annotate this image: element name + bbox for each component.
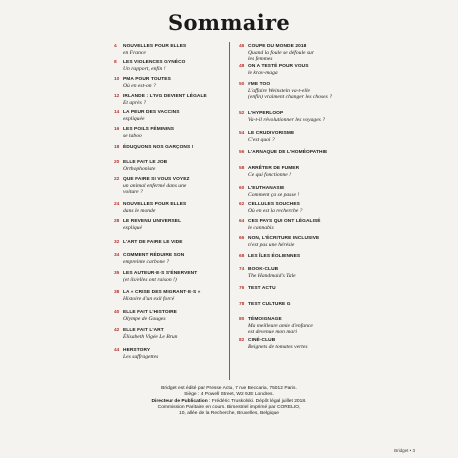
toc-subtitle-line: le krav-maga (248, 70, 278, 76)
toc-page-number: 66 (239, 236, 245, 241)
toc-page-number: 14 (114, 110, 120, 115)
toc-entry-title: ELLE FAIT L'ART (123, 328, 164, 333)
toc-entry-subtitle (123, 83, 156, 89)
toc-entry-subtitle (123, 100, 146, 106)
toc-page-number: 76 (239, 286, 245, 291)
toc-page-number: 20 (114, 160, 120, 165)
toc-entry-title: L'HYPERLOOP (248, 111, 284, 116)
toc-entry-title: TEST CULTURE G (248, 302, 291, 307)
toc-subtitle-line: voiture ? (123, 189, 143, 196)
page-title: Sommaire (167, 10, 291, 35)
toc-page-number: 42 (114, 328, 120, 333)
toc-subtitle-line: les femmes (248, 56, 273, 63)
toc-entry-title: ÉDUQUONS NOS GARÇONS ! (123, 145, 194, 150)
toc-page-number: 50 (239, 82, 245, 87)
toc-page-number: 68 (239, 254, 245, 259)
toc-entry-subtitle (248, 137, 275, 143)
toc-subtitle-line: dans le monde (123, 208, 156, 214)
toc-page-number: 52 (239, 111, 245, 116)
toc-entry-title: L'ARNAQUE DE L'HOMÉOPATHIE (248, 150, 328, 155)
toc-entry-subtitle (248, 50, 314, 63)
toc-entry-title: #ME TOO (248, 82, 271, 87)
imprint-line: Bridget est édité par Presse Actu, 7 rue Beccaria, 75012 Paris. (161, 386, 297, 391)
toc-entry-title: ELLE FAIT LE JOB (123, 160, 168, 165)
toc-page-number: 60 (239, 186, 245, 191)
toc-entry-title: TÉMOIGNAGE (248, 317, 282, 322)
toc-entry-subtitle (248, 117, 325, 123)
toc-entry-title: LA PEUR DES VACCINS (123, 110, 180, 115)
toc-entry-title: L'ART DE FAIRE LE VIDE (123, 240, 183, 245)
toc-entry-subtitle (248, 344, 308, 350)
toc-entry-subtitle (248, 208, 302, 214)
toc-entry-title: BOOK-CLUB (248, 267, 279, 272)
toc-entry-subtitle (248, 225, 274, 231)
imprint-label: Directeur de Publication (151, 398, 208, 404)
toc-subtitle-line: est devenue mon mari (248, 329, 297, 336)
toc-entry-subtitle (123, 259, 169, 265)
toc-subtitle-line: expliquée (123, 116, 145, 122)
toc-entry-title: LE CRUDIVORISME (248, 131, 295, 136)
toc-subtitle-line: Où en est la recherche ? (248, 208, 303, 214)
page-folio: Bridget • 3 (394, 448, 415, 453)
toc-entry-subtitle (123, 354, 158, 360)
toc-page-number: 38 (114, 290, 120, 295)
toc-entry-title: NON, L'ÉCRITURE INCLUSIVE (248, 236, 320, 241)
toc-page-number: 34 (114, 253, 120, 258)
toc-subtitle-line: en France (123, 50, 146, 56)
toc-page-number: 18 (114, 145, 120, 150)
toc-subtitle-line: The Handmaid's Tale (248, 273, 296, 279)
toc-subtitle-line: Va-t-il révolutionner les voyages ? (248, 117, 326, 123)
imprint-value: : Frédéric Truskolski. Dépôt légal juillet 2018. (207, 398, 307, 404)
toc-entry-title: COUPE DU MONDE 2018 (248, 44, 307, 49)
toc-page-number: 46 (239, 44, 245, 49)
toc-entry-subtitle (123, 277, 177, 283)
toc-entry-subtitle (248, 172, 291, 178)
toc-entry-title: LES AUTEUR·E·S S'ÉNERVENT (123, 271, 198, 276)
toc-entry-title: CINÉ-CLUB (248, 338, 276, 343)
toc-page-number: 24 (114, 202, 120, 207)
toc-entry-subtitle (123, 316, 166, 322)
toc-entry-subtitle (123, 334, 177, 340)
toc-subtitle-line: Olympe de Gouges (123, 316, 166, 322)
imprint (0, 386, 458, 417)
toc-entry-subtitle (248, 273, 296, 279)
toc-entry-subtitle (248, 242, 294, 248)
toc-subtitle-line: Un rapport, enfin ! (123, 66, 166, 72)
toc-subtitle-line: un animal enfermé dans une (123, 183, 187, 189)
toc-page-number: 16 (114, 127, 120, 132)
toc-page-number: 32 (114, 240, 120, 245)
imprint-line: Commission Paritaire en cours. Bimestriel imprimé par CORELIO, (157, 404, 301, 410)
toc-entry-title: QUE FAIRE SI VOUS VOYEZ (123, 177, 190, 182)
toc-subtitle-line: Ma meilleure amie d'enfance (248, 323, 313, 329)
toc-entry-title: ON A TESTÉ POUR VOUS (248, 64, 309, 69)
toc-subtitle-line: expliqué (123, 225, 142, 231)
toc-entry-title: NOUVELLES POUR ELLES (123, 202, 187, 207)
toc-entry-subtitle (248, 88, 332, 101)
toc-subtitle-line: Orthophoniste (123, 166, 156, 172)
toc-page-number: 58 (239, 166, 245, 171)
toc-entry-title: NOUVELLES POUR ELLES (123, 44, 187, 49)
toc-entry-subtitle (248, 323, 313, 336)
toc-page-number: 80 (239, 317, 245, 322)
toc-entry-subtitle (123, 208, 155, 214)
toc-subtitle-line: Élisabeth Vigée Le Brun (123, 334, 178, 340)
toc-entry-subtitle (123, 50, 146, 56)
toc-entry-subtitle (248, 192, 299, 198)
toc-subtitle-line: Les suffragettes (123, 354, 159, 360)
toc-entry-title: LA « CRISE DES MIGRANT·E·S » (123, 290, 201, 295)
toc-entry-subtitle (123, 116, 144, 122)
toc-page-number: 40 (114, 310, 120, 315)
toc-entry-subtitle (248, 70, 278, 76)
toc-subtitle-line: Quand la foule se défoule sur (248, 50, 315, 56)
toc-entry-title: COMMENT RÉDUIRE SON (123, 253, 185, 258)
imprint-line: Siège : 4 Powell Street, W2 9JE Londres. (184, 392, 274, 398)
toc-page-number: 78 (239, 302, 245, 307)
toc-page-number: 56 (239, 150, 245, 155)
toc-entry-title: ELLE FAIT L'HISTOIRE (123, 310, 177, 315)
toc-entry-title: CES PAYS QUI ONT LÉGALISÉ (248, 219, 321, 224)
toc-page-number: 28 (114, 219, 120, 224)
toc-entry-title: LES VIOLENCES GYNÉCO (123, 60, 186, 65)
toc-entry-title: HERSTORY (123, 348, 151, 353)
toc-subtitle-line: Où en est-on ? (123, 83, 156, 89)
toc-subtitle-line: (et ils/elles ont raison !) (123, 277, 177, 283)
toc-subtitle-line: Histoire d'un exil forcé (123, 296, 175, 302)
toc-entry-subtitle (123, 166, 155, 172)
toc-subtitle-line: L'affaire Weinstein va-t-elle (248, 88, 310, 94)
column-divider (229, 42, 230, 380)
toc-entry-subtitle (123, 296, 174, 302)
toc-page-number: 54 (239, 131, 245, 136)
toc-page-number: 10 (114, 77, 120, 82)
toc-entry-title: LES ÎLES ÉOLIENNES (248, 254, 301, 259)
toc-page-number: 82 (239, 338, 245, 343)
toc-subtitle-line: empreinte carbone ? (123, 259, 170, 265)
toc-entry-subtitle (123, 133, 142, 139)
toc-page-number: 35 (114, 271, 120, 276)
toc-subtitle-line: n'est pas une hérésie (248, 242, 295, 248)
toc-subtitle-line: Et après ? (123, 100, 146, 106)
toc-page-number: 62 (239, 202, 245, 207)
toc-page-number: 4 (114, 44, 117, 49)
toc-page-number: 22 (114, 177, 120, 182)
toc-entry-subtitle (123, 225, 142, 231)
toc-entry-title: LES POILS FÉMININS (123, 127, 175, 132)
toc-page-number: 8 (114, 60, 117, 65)
toc-subtitle-line: se taboo (123, 133, 142, 139)
toc-subtitle-line: Comment ça se passe ! (248, 192, 300, 198)
toc-entry-subtitle (123, 66, 166, 72)
toc-page-number: 12 (114, 94, 120, 99)
imprint-line: 10, allée de la Recherche, Bruxelles, Belgique (178, 411, 280, 417)
toc-entry-title: CELLULES SOUCHES (248, 202, 300, 207)
toc-entry-title: L'EUTHANASIE (248, 186, 285, 191)
toc-page-number: 74 (239, 267, 245, 272)
toc-subtitle-line: C'est quoi ? (248, 137, 275, 143)
toc-entry-title: TEST ACTU (248, 286, 276, 291)
toc-page-number: 44 (114, 348, 120, 353)
toc-page-number: 48 (239, 64, 245, 69)
toc-entry-title: PMA POUR TOUTES (123, 77, 171, 82)
toc-subtitle-line: Ce qui fonctionne ! (248, 172, 292, 178)
toc-entry-subtitle (123, 183, 186, 196)
toc-page-number: 64 (239, 219, 245, 224)
toc-entry-title: LE REVENU UNIVERSEL (123, 219, 182, 224)
toc-entry-title: ARRÊTER DE FUMER (248, 166, 300, 171)
toc-entry-title: IRLANDE : L'IVG DEVIENT LÉGALE (123, 94, 207, 99)
toc-subtitle-line: Beignets de tomates vertes (248, 344, 308, 350)
toc-subtitle-line: le cannabis (248, 225, 274, 231)
toc-subtitle-line: (enfin) vraiment changer les choses ? (248, 94, 333, 101)
